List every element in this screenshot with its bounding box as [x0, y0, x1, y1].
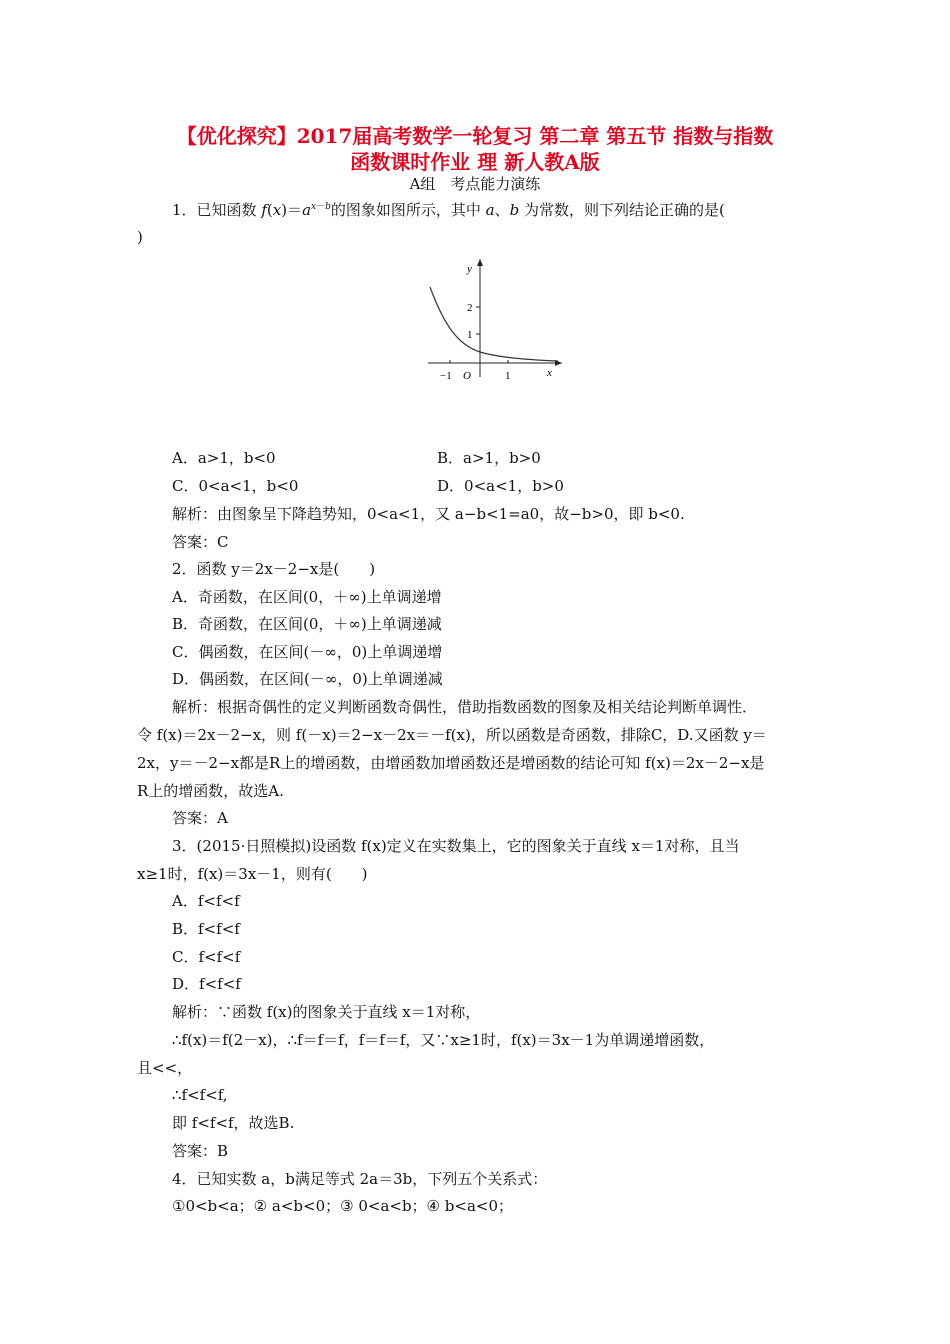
y-axis-label: y — [467, 263, 472, 275]
q1-analysis: 解析：由图象呈下降趋势知，0<a<1，又 a−b<1=a0，故−b>0，即 b<0. — [172, 505, 685, 523]
q1-option-a: A．a>1，b<0 — [172, 449, 276, 467]
q3-option-a: A．f<f<f — [172, 892, 240, 910]
q3-option-b: B．f<f<f — [172, 920, 240, 938]
q3-option-d: D．f<f<f — [172, 975, 241, 993]
q2-option-a: A．奇函数，在区间(0，＋∞)上单调递增 — [172, 588, 442, 606]
q3-stem-line-1: 3．(2015·日照模拟)设函数 f(x)定义在实数集上，它的图象关于直线 x＝1对称，且当 — [172, 837, 740, 855]
q1-option-c: C．0<a<1，b<0 — [172, 477, 299, 495]
origin-label: O — [463, 370, 471, 382]
q1-option-d: D．0<a<1，b>0 — [437, 477, 564, 495]
q1-option-b: B．a>1，b>0 — [437, 449, 541, 467]
q4-stem: 4．已知实数 a，b满足等式 2a＝3b，下列五个关系式： — [172, 1170, 548, 1188]
section-heading: A组 考点能力演练 — [409, 175, 541, 193]
q2-option-d: D．偶函数，在区间(－∞，0)上单调递减 — [172, 670, 443, 688]
function-curve — [430, 287, 558, 361]
q3-analysis-line-3: 且<<， — [137, 1059, 193, 1077]
q2-analysis-line-1: 解析：根据奇偶性的定义判断函数奇偶性，借助指数函数的图象及相关结论判断单调性． — [172, 698, 758, 716]
q2-stem: 2．函数 y＝2x－2−x是( ) — [172, 560, 376, 578]
q1-stem: 1．已知函数 $f(x)=a^{x-b}$的图象如图所示，其中 a、b 为常数，则下列结论正确的是( — [172, 201, 725, 219]
q3-analysis-line-5: 即 f<f<f，故选B. — [172, 1114, 295, 1132]
q3-stem-line-2: x≥1时，f(x)＝3x－1，则有( ) — [137, 865, 368, 883]
q2-analysis-line-4: R上的增函数，故选A. — [137, 782, 284, 800]
document-title-line-2: 函数课时作业 理 新人教A版 — [350, 150, 600, 174]
exponential-graph — [420, 255, 570, 385]
x-tick-label-neg1: −1 — [440, 370, 452, 382]
q2-answer: 答案：A — [172, 809, 228, 827]
q1-stem-paren: ) — [137, 228, 143, 246]
document-title-line-1: 【优化探究】2017届高考数学一轮复习 第二章 第五节 指数与指数 — [176, 124, 774, 148]
y-tick-label-2: 2 — [467, 302, 473, 314]
q2-option-c: C．偶函数，在区间(－∞，0)上单调递增 — [172, 643, 443, 661]
q3-analysis-line-1: 解析：∵函数 f(x)的图象关于直线 x＝1对称， — [172, 1003, 481, 1021]
q2-option-b: B．奇函数，在区间(0，＋∞)上单调递减 — [172, 615, 442, 633]
x-axis-label: x — [547, 367, 552, 379]
q3-option-c: C．f<f<f — [172, 948, 241, 966]
x-tick-label-1: 1 — [505, 370, 511, 382]
y-axis-arrow — [477, 259, 483, 266]
y-tick-label-1: 1 — [467, 329, 473, 341]
q3-analysis-line-2: ∴f(x)＝f(2－x)，∴f＝f＝f，f＝f＝f，又∵x≥1时，f(x)＝3x－1为单调递增函数， — [172, 1031, 715, 1049]
q3-analysis-line-4: ∴f<f<f, — [172, 1086, 228, 1104]
q3-answer: 答案：B — [172, 1142, 229, 1160]
q2-analysis-line-3: 2x，y＝－2−x都是R上的增函数，由增函数加增函数还是增函数的结论可知 f(x)＝2x－2−x是 — [137, 754, 765, 772]
q2-analysis-line-2: 令 f(x)＝2x－2−x，则 f(－x)＝2−x－2x＝－f(x)，所以函数是奇函数，排除C，D.又函数 y＝ — [137, 726, 767, 744]
q1-answer: 答案：C — [172, 533, 229, 551]
q4-relations: ①0<b<a；② a<b<0；③ 0<a<b；④ b<a<0； — [172, 1197, 513, 1215]
